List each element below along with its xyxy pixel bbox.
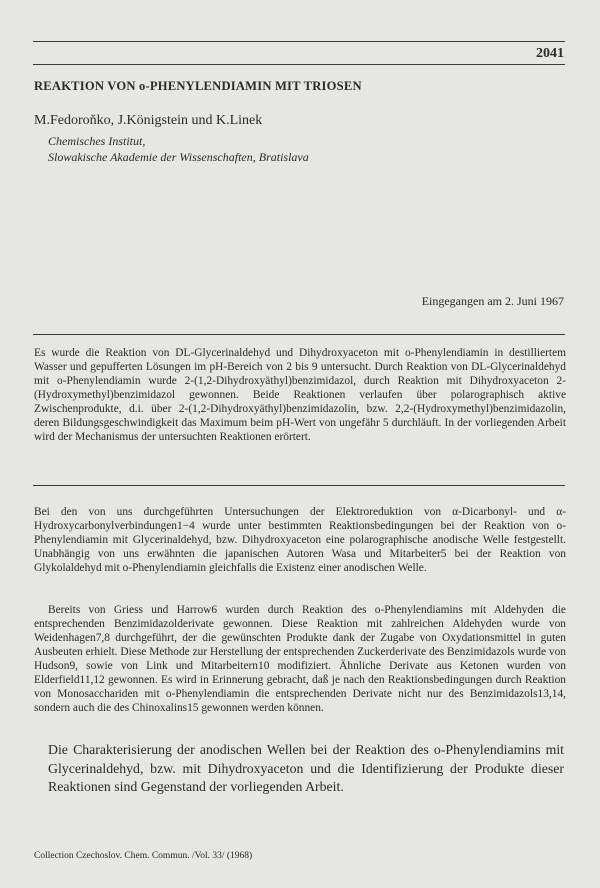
- page-number: 2041: [536, 46, 564, 61]
- body-paragraph-1: Bei den von uns durchgeführten Untersuchungen der Elektroreduktion von α-Dicarbonyl- und α-Hydroxycarbonylverbindungen1−4 wurde unter bestimmten Reaktionsbedingungen bei der Reaktion von o-Phenylendiamin mit Glycerinaldehyd, bzw. Dihydroxyaceton eine polarographische anodische Welle festgestellt. Unabhängig von uns erwähnten die japanischen Autoren Wasa und Mitarbeiter5 bei der Reaktion von Glykolaldehyd mit o-Phenylendiamin gleichfalls die Existenz einer anodischen Welle.: [34, 506, 566, 574]
- header-rule: [33, 64, 565, 65]
- journal-footer: Collection Czechoslov. Chem. Commun. /Vol. 33/ (1968): [34, 851, 253, 861]
- affiliation: [48, 133, 309, 165]
- paper-title: REAKTION VON o-PHENYLENDIAMIN MIT TRIOSEN: [34, 79, 362, 93]
- authors: M.Fedoroňko, J.Königstein und K.Linek: [34, 113, 263, 128]
- received-date: Eingegangen am 2. Juni 1967: [421, 294, 564, 308]
- affiliation-institute: Chemisches Institut,: [48, 134, 146, 148]
- top-rule: [33, 41, 565, 42]
- body-paragraph-2: Bereits von Griess und Harrow6 wurden durch Reaktion des o-Phenylendiamins mit Aldehyden die entsprechenden Benzimidazolderivate gewonnen. Diese Reaktion mit zahlreichen Aldehyden wurde von Weidenhagen7,8 durchgeführt, der die gewünschten Produkte dank der Zugabe von Oxydationsmittel in guten Ausbeuten erhielt. Diese Methode zur Herstellung der entsprechenden Zuckerderivate des Benzimidazols wurde von Hudson9, sowie von Link und Mitarbeitern10 modifiziert. Ähnliche Derivate aus Ketonen wurden von Elderfield11,12 gewonnen. Es wird in Erinnerung gebracht, daß je nach den Reaktionsbedingungen durch Reaktion von Monosacchariden mit o-Phenylendiamin die entsprechenden Derivate nicht nur des Benzimidazols13,14, sondern auch die des Chinoxalins15 gewonnen werden können.: [34, 604, 566, 714]
- abstract-top-rule: [33, 334, 565, 335]
- abstract: Es wurde die Reaktion von DL-Glycerinaldehyd und Dihydroxyaceton mit o-Phenylendiamin in destilliertem Wasser und gepufferten Lösungen im pH-Bereich von 2 bis 9 untersucht. Durch Reaktion von DL-Glycerinaldehyd mit o-Phenylendiamin wurde 2-(1,2-Dihydroxyäthyl)benzimidazol, durch Reaktion mit Dihydroxyaceton 2-(Hydroxymethyl)benzimidazol gewonnen. Beide Reaktionen verlaufen über polarographisch aktive Zwischenprodukte, d.i. über 2-(1,2-Dihydroxyäthyl)benzimidazolin, bzw. 2,2-(Hydroxymethyl)benzimidazolin, deren Bildungsgeschwindigkeit das Maximum beim pH-Wert von ungefähr 5 durchläuft. In der vorliegenden Arbeit wird der Mechanismus der untersuchten Reaktionen erörtert.: [34, 347, 566, 443]
- affiliation-academy: Slowakische Akademie der Wissenschaften, Bratislava: [48, 150, 309, 164]
- summary-paragraph: Die Charakterisierung der anodischen Wellen bei der Reaktion des o-Phenylendiamins mit Glycerinaldehyd, bzw. mit Dihydroxyaceton und die Identifizierung der Produkte dieser Reaktionen sind Gegenstand der vorliegenden Arbeit.: [48, 742, 564, 794]
- abstract-bottom-rule: [33, 485, 565, 486]
